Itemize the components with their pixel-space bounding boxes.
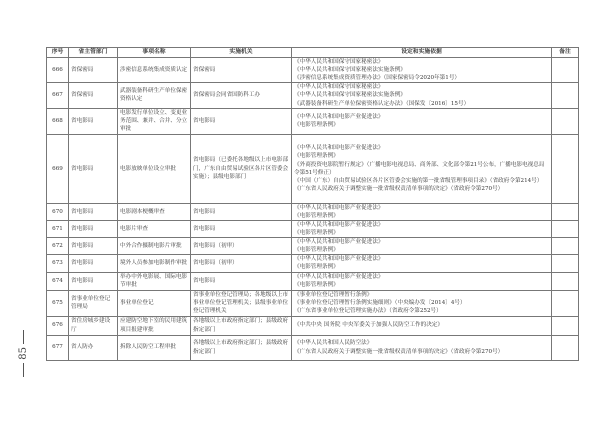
cell-agency: 省电影局（已委托各地级以上市电影部门，广东自由贸易试验区各片区管委会实施）；县级电影部门 bbox=[191, 134, 292, 203]
basis-line: 《中华人民共和国电影产业促进法》 bbox=[294, 239, 384, 246]
table-header-row bbox=[47, 48, 579, 58]
cell-item: 拆除人民防空工程审批 bbox=[118, 335, 191, 360]
cell-note bbox=[552, 58, 579, 83]
basis-line: 《中华人民共和国电影产业促进法》 bbox=[294, 256, 384, 263]
basis-line: 《中华人民共和国保守国家秘密法》 bbox=[294, 59, 384, 65]
cell-no: 673 bbox=[47, 255, 69, 272]
basis-line: 《电影管理条例》 bbox=[294, 212, 339, 219]
cell-agency: 省电影局 bbox=[191, 203, 292, 220]
cell-dept: 省电影局 bbox=[69, 220, 118, 237]
cell-basis bbox=[292, 83, 552, 108]
cell-no: 675 bbox=[47, 290, 69, 316]
cell-note bbox=[552, 203, 579, 220]
basis-line: 《电影管理条例》 bbox=[294, 122, 339, 129]
basis-line: 《电影管理条例》 bbox=[294, 247, 339, 254]
cell-dept: 省保密局 bbox=[69, 83, 118, 108]
cell-no: 671 bbox=[47, 220, 69, 237]
basis-line: 《广东省事业单位登记管理实施办法》（省政府令第252号） bbox=[294, 308, 442, 315]
cell-item: 举办中外电影展、国际电影节审批 bbox=[118, 272, 191, 290]
basis-line: 《涉密信息系统集成资质管理办法》（国家保密局令2020年第1号） bbox=[294, 75, 461, 82]
cell-item: 中外合作摄制电影片审批 bbox=[118, 238, 191, 255]
basis-line: 《中华人民共和国电影产业促进法》 bbox=[294, 221, 384, 228]
basis-line: 《广东省人民政府关于调整实施一批省级权责清单事项的决定》（省政府令第270号） bbox=[294, 348, 504, 355]
basis-line: 《中华人民共和国人民防空法》 bbox=[294, 340, 373, 347]
header-item: 事项名称 bbox=[118, 48, 191, 58]
cell-item: 事业单位登记 bbox=[118, 290, 191, 316]
cell-item: 应建防空地下室的民用建筑项目报建审批 bbox=[118, 316, 191, 335]
basis-line: 《中华人民共和国保守国家秘密法实施条例》 bbox=[294, 67, 406, 74]
table-row bbox=[47, 134, 579, 203]
cell-no: 668 bbox=[47, 108, 69, 134]
cell-note bbox=[552, 83, 579, 108]
cell-note bbox=[552, 255, 579, 272]
divider bbox=[23, 363, 24, 377]
basis-line: 《事业单位登记管理暂行条例实施细则》（中央编办发〔2014〕4号） bbox=[294, 299, 466, 306]
page-number-text: 85 bbox=[17, 347, 29, 360]
header-basis: 设定和实施依据 bbox=[292, 48, 552, 58]
table-row bbox=[47, 58, 579, 83]
cell-agency: 省电影局 bbox=[191, 108, 292, 134]
cell-dept: 省事业单位登记管理局 bbox=[69, 290, 118, 316]
cell-no: 669 bbox=[47, 134, 69, 203]
cell-agency: 省电影局（初审） bbox=[191, 238, 292, 255]
basis-line: 《电影管理条例》 bbox=[294, 229, 339, 236]
header-dept: 省主管部门 bbox=[69, 48, 118, 58]
cell-item: 境外人员参加电影制作审批 bbox=[118, 255, 191, 272]
header-agency: 实施机关 bbox=[191, 48, 292, 58]
cell-note bbox=[552, 220, 579, 237]
cell-agency: 省事业单位登记管理局；各地级以上市事业单位登记管理机关；县级事业单位登记管理机关 bbox=[191, 290, 292, 316]
cell-basis bbox=[292, 290, 552, 316]
cell-dept: 省电影局 bbox=[69, 108, 118, 134]
cell-note bbox=[552, 108, 579, 134]
cell-dept: 省住房城乡建设厅 bbox=[69, 316, 118, 335]
cell-note bbox=[552, 335, 579, 360]
cell-basis bbox=[292, 335, 552, 360]
cell-basis bbox=[292, 272, 552, 290]
cell-note bbox=[552, 290, 579, 316]
cell-note bbox=[552, 316, 579, 335]
cell-item: 电影放映单位设立审批 bbox=[118, 134, 191, 203]
table-row bbox=[47, 255, 579, 272]
cell-basis bbox=[292, 238, 552, 255]
cell-no: 670 bbox=[47, 203, 69, 220]
basis-line: 《电影管理条例》 bbox=[294, 282, 339, 289]
cell-dept: 省电影局 bbox=[69, 203, 118, 220]
table-row bbox=[47, 220, 579, 237]
basis-line: 《中共中央 国务院 中央军委关于加强人民防空工作的决定》 bbox=[294, 322, 443, 329]
cell-dept: 省电影局 bbox=[69, 134, 118, 203]
table-row bbox=[47, 272, 579, 290]
cell-basis bbox=[292, 255, 552, 272]
basis-line: 《广东省人民政府关于调整实施一批省级权责清单事项的决定》（省政府令第270号） bbox=[294, 185, 504, 192]
cell-basis bbox=[292, 316, 552, 335]
basis-line: 《中华人民共和国保守国家秘密法》 bbox=[294, 84, 384, 91]
basis-line: 《中华人民共和国电影产业促进法》 bbox=[294, 204, 384, 211]
table-row bbox=[47, 108, 579, 134]
cell-no: 667 bbox=[47, 83, 69, 108]
cell-item: 电影发行单位设立、变更业务范围、兼并、合并、分立审批 bbox=[118, 108, 191, 134]
cell-no: 672 bbox=[47, 238, 69, 255]
cell-basis bbox=[292, 58, 552, 83]
basis-line: 《中华人民共和国电影产业促进法》 bbox=[294, 114, 384, 121]
cell-dept: 省保密局 bbox=[69, 58, 118, 83]
cell-agency: 省保密局会同省国防科工办 bbox=[191, 83, 292, 108]
cell-agency: 各地级以上市政府指定部门；县级政府指定部门 bbox=[191, 316, 292, 335]
page-number bbox=[16, 330, 30, 377]
cell-item: 电影片审查 bbox=[118, 220, 191, 237]
cell-agency: 各地级以上市政府指定部门；县级政府指定部门 bbox=[191, 335, 292, 360]
basis-line: 《外商投资电影院暂行规定》（广播电影电视总局、商务部、文化部令第21号公布，广播电影电视总局令第51号修正） bbox=[294, 161, 545, 176]
cell-no: 676 bbox=[47, 316, 69, 335]
cell-dept: 省人防办 bbox=[69, 335, 118, 360]
cell-dept: 省电影局 bbox=[69, 238, 118, 255]
basis-line: 《中华人民共和国电影产业促进法》 bbox=[294, 145, 384, 152]
table-row bbox=[47, 335, 579, 360]
cell-basis bbox=[292, 108, 552, 134]
basis-line: 《中华人民共和国保守国家秘密法实施条例》 bbox=[294, 92, 406, 99]
licensing-items-table bbox=[46, 47, 579, 361]
cell-agency: 省电影局 bbox=[191, 220, 292, 237]
cell-no: 666 bbox=[47, 58, 69, 83]
cell-item: 电影剧本梗概审查 bbox=[118, 203, 191, 220]
cell-basis bbox=[292, 220, 552, 237]
basis-line: 《中华人民共和国电影产业促进法》 bbox=[294, 273, 384, 280]
basis-line: 《电影管理条例》 bbox=[294, 264, 339, 271]
cell-agency: 省电影局（初审） bbox=[191, 255, 292, 272]
table-row bbox=[47, 83, 579, 108]
cell-agency: 省保密局 bbox=[191, 58, 292, 83]
cell-note bbox=[552, 272, 579, 290]
header-note: 备注 bbox=[552, 48, 579, 58]
cell-no: 677 bbox=[47, 335, 69, 360]
table-row bbox=[47, 290, 579, 316]
table-row bbox=[47, 316, 579, 335]
table-row bbox=[47, 238, 579, 255]
cell-note bbox=[552, 238, 579, 255]
cell-note bbox=[552, 134, 579, 203]
cell-agency: 省电影局 bbox=[191, 272, 292, 290]
header-no: 序号 bbox=[47, 48, 69, 58]
cell-dept: 省电影局 bbox=[69, 272, 118, 290]
table-body bbox=[47, 58, 579, 361]
basis-line: 《事业单位登记管理暂行条例》 bbox=[294, 291, 373, 298]
basis-line: 《中国（广东）自由贸易试验区各片区管委会实施的第一批省级管理事项目录》（省政府令第214号） bbox=[294, 177, 543, 184]
cell-basis bbox=[292, 203, 552, 220]
cell-no: 674 bbox=[47, 272, 69, 290]
basis-line: 《电影管理条例》 bbox=[294, 153, 339, 160]
basis-line: 《武器装备科研生产单位保密资格认定办法》（国保发〔2016〕15号） bbox=[294, 100, 470, 107]
divider bbox=[23, 330, 24, 344]
table-row bbox=[47, 203, 579, 220]
cell-item: 武器装备科研生产单位保密资格认定 bbox=[118, 83, 191, 108]
cell-basis bbox=[292, 134, 552, 203]
cell-item: 涉密信息系统集成资质认定 bbox=[118, 58, 191, 83]
cell-dept: 省电影局 bbox=[69, 255, 118, 272]
